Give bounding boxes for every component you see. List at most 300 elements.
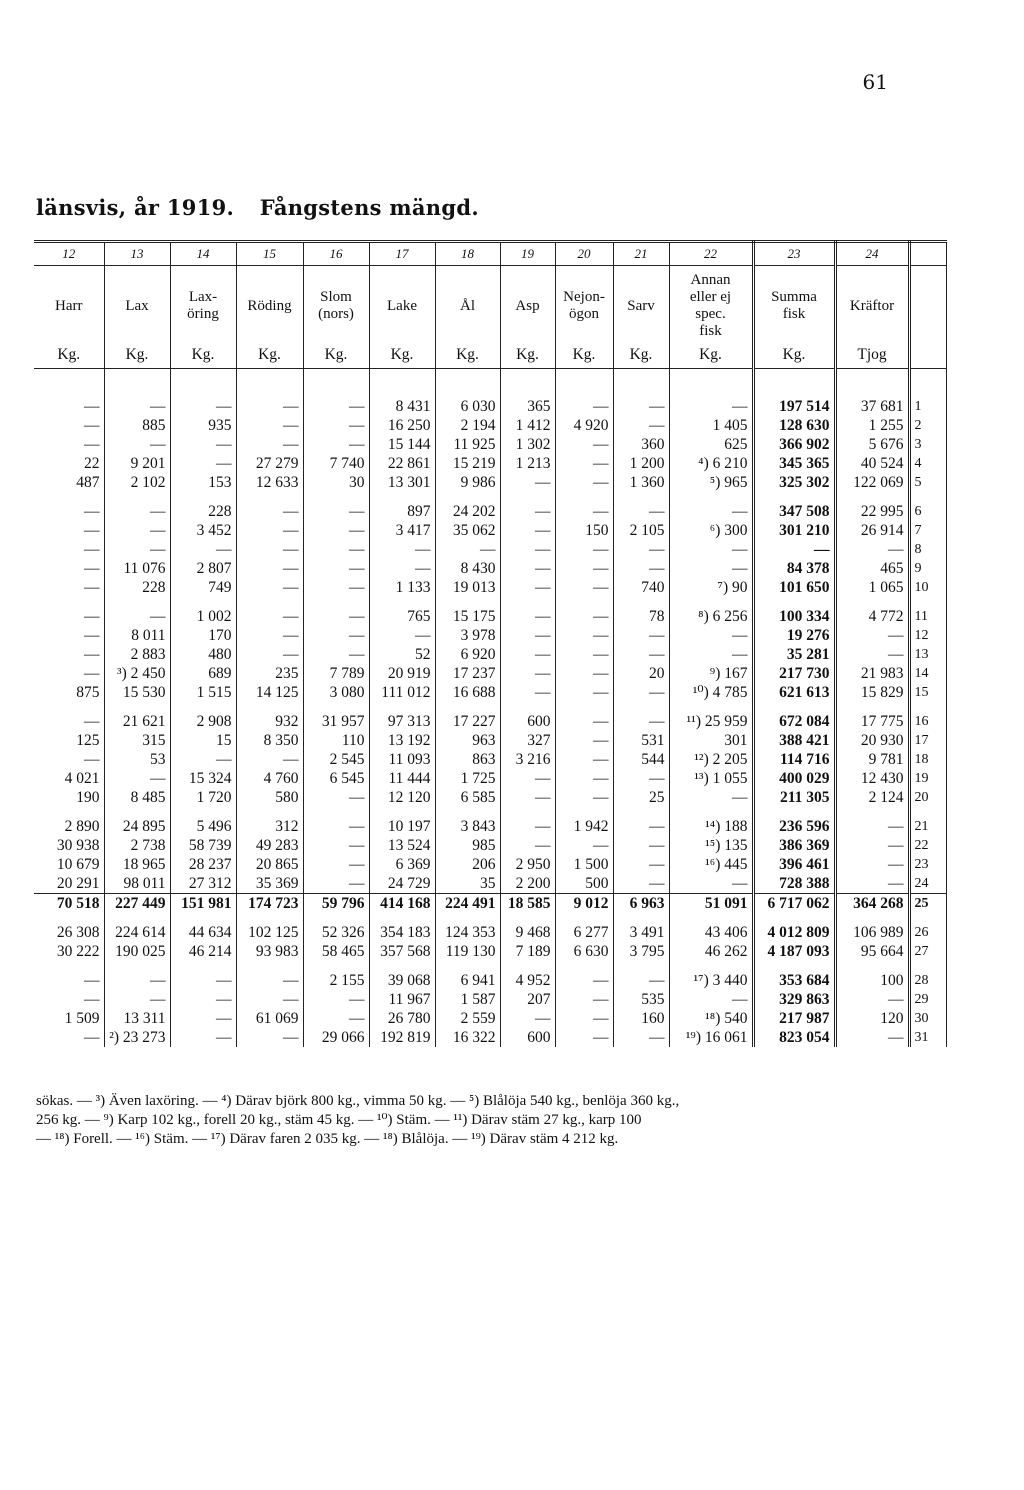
table-row: [34, 923, 946, 942]
table-cell: —: [613, 817, 669, 836]
table-cell: 44 634: [170, 923, 236, 942]
row-number: 14: [909, 664, 946, 683]
table-cell: 4 187 093: [753, 942, 835, 961]
column-header: Harr: [34, 266, 104, 347]
table-cell: —: [303, 855, 369, 874]
table-row: [34, 683, 946, 702]
spacer-cell: [170, 807, 236, 817]
column-number: 12: [34, 242, 104, 266]
row-number: 1: [909, 397, 946, 416]
spacer-cell: [34, 369, 104, 398]
column-header: Asp: [500, 266, 555, 347]
table-cell: 465: [835, 559, 909, 578]
table-cell: —: [34, 578, 104, 597]
table-cell: —: [34, 645, 104, 664]
table-cell: 235: [236, 664, 303, 683]
table-cell: ¹⁹) 16 061: [669, 1028, 753, 1047]
table-cell: 3 080: [303, 683, 369, 702]
spacer-row: [34, 597, 946, 607]
table-cell: ¹⁶) 445: [669, 855, 753, 874]
table-cell: —: [555, 990, 613, 1009]
table-row: [34, 416, 946, 435]
table-cell: 110: [303, 731, 369, 750]
table-cell: —: [500, 626, 555, 645]
spacer-cell: [555, 597, 613, 607]
table-cell: 15 530: [104, 683, 170, 702]
table-cell: 11 967: [369, 990, 435, 1009]
column-number: 22: [669, 242, 753, 266]
spacer-cell: [303, 807, 369, 817]
table-cell: —: [34, 1028, 104, 1047]
table-cell: —: [303, 874, 369, 894]
table-cell: 1 720: [170, 788, 236, 807]
table-cell: 301 210: [753, 521, 835, 540]
table-cell: 625: [669, 435, 753, 454]
table-cell: —: [555, 1028, 613, 1047]
column-header: Lake: [369, 266, 435, 347]
table-cell: 11 093: [369, 750, 435, 769]
table-row: [34, 540, 946, 559]
table-cell: —: [555, 626, 613, 645]
table-cell: 22 995: [835, 502, 909, 521]
table-cell: 14 125: [236, 683, 303, 702]
table-cell: 1 500: [555, 855, 613, 874]
table-cell: —: [500, 645, 555, 664]
table-cell: ¹¹) 25 959: [669, 712, 753, 731]
table-row: [34, 473, 946, 492]
column-unit: Kg.: [555, 346, 613, 369]
table-cell: —: [613, 769, 669, 788]
spacer-cell: [909, 492, 946, 502]
table-row: [34, 874, 946, 894]
table-cell: —: [500, 607, 555, 626]
table-cell: 3 417: [369, 521, 435, 540]
table-cell: 24 895: [104, 817, 170, 836]
table-cell: 1 065: [835, 578, 909, 597]
table-cell: 224 491: [435, 894, 500, 914]
spacer-cell: [104, 913, 170, 923]
row-number: 26: [909, 923, 946, 942]
spacer-cell: [500, 597, 555, 607]
table-cell: —: [669, 645, 753, 664]
table-cell: 6 277: [555, 923, 613, 942]
table-cell: 13 301: [369, 473, 435, 492]
table-cell: 17 237: [435, 664, 500, 683]
table-cell: 740: [613, 578, 669, 597]
spacer-cell: [435, 702, 500, 712]
table-cell: —: [303, 836, 369, 855]
table-cell: —: [34, 712, 104, 731]
table-cell: 12 120: [369, 788, 435, 807]
spacer-cell: [435, 492, 500, 502]
header-row: [34, 266, 946, 347]
footnote-line: — ¹⁸) Forell. — ¹⁶) Stäm. — ¹⁷) Därav faren 2 035 kg. — ¹⁸) Blålöja. — ¹⁹) Därav stäm 4 212 kg.: [36, 1131, 619, 1147]
table-cell: —: [835, 990, 909, 1009]
column-header: Sarv: [613, 266, 669, 347]
table-cell: 13 192: [369, 731, 435, 750]
table-row: [34, 435, 946, 454]
table-cell: —: [236, 397, 303, 416]
table-cell: —: [303, 788, 369, 807]
table-cell: 46 262: [669, 942, 753, 961]
table-row: [34, 645, 946, 664]
table-cell: —: [303, 521, 369, 540]
spacer-cell: [669, 961, 753, 971]
spacer-cell: [170, 961, 236, 971]
table-cell: 101 650: [753, 578, 835, 597]
data-table: [34, 240, 947, 1047]
table-cell: 2 194: [435, 416, 500, 435]
table-cell: 40 524: [835, 454, 909, 473]
table-cell: 1 213: [500, 454, 555, 473]
page-title: [36, 195, 497, 220]
table-cell: ⁵) 965: [669, 473, 753, 492]
table-cell: 84 378: [753, 559, 835, 578]
table-cell: 329 863: [753, 990, 835, 1009]
table-cell: ⁷) 90: [669, 578, 753, 597]
table-cell: 863: [435, 750, 500, 769]
table-cell: 12 430: [835, 769, 909, 788]
spacer-cell: [104, 961, 170, 971]
column-header: Annan eller ej spec. fisk: [669, 266, 753, 347]
column-unit: Kg.: [303, 346, 369, 369]
table-cell: 22: [34, 454, 104, 473]
table-cell: 15 324: [170, 769, 236, 788]
table-cell: —: [835, 645, 909, 664]
table-cell: —: [555, 712, 613, 731]
spacer-cell: [34, 702, 104, 712]
table-row: [34, 971, 946, 990]
spacer-cell: [669, 492, 753, 502]
table-cell: ¹²) 2 205: [669, 750, 753, 769]
table-cell: —: [753, 540, 835, 559]
table-cell: 217 730: [753, 664, 835, 683]
table-cell: 19 013: [435, 578, 500, 597]
table-cell: —: [236, 645, 303, 664]
spacer-cell: [500, 961, 555, 971]
table-cell: 31 957: [303, 712, 369, 731]
table-cell: 102 125: [236, 923, 303, 942]
table-cell: 4 952: [500, 971, 555, 990]
spacer-cell: [555, 913, 613, 923]
table-cell: —: [369, 540, 435, 559]
table-cell: 301: [669, 731, 753, 750]
table-cell: 1 725: [435, 769, 500, 788]
table-cell: ⁹) 167: [669, 664, 753, 683]
table-row: [34, 731, 946, 750]
row-number: 16: [909, 712, 946, 731]
spacer-cell: [170, 492, 236, 502]
spacer-cell: [170, 369, 236, 398]
column-number: 17: [369, 242, 435, 266]
spacer-cell: [753, 597, 835, 607]
column-header: Kräftor: [835, 266, 909, 347]
table-cell: 39 068: [369, 971, 435, 990]
table-cell: 8 011: [104, 626, 170, 645]
table-cell: 190: [34, 788, 104, 807]
table-cell: —: [34, 626, 104, 645]
footnote-line: 256 kg. — ⁹) Karp 102 kg., forell 20 kg., stäm 45 kg. — ¹⁰) Stäm. — ¹¹) Därav stäm 27 kg., karp 100: [36, 1112, 642, 1128]
spacer-cell: [555, 369, 613, 398]
table-row: [34, 855, 946, 874]
table-cell: 190 025: [104, 942, 170, 961]
table-cell: 8 430: [435, 559, 500, 578]
table-cell: 6 585: [435, 788, 500, 807]
table-cell: 18 965: [104, 855, 170, 874]
table-cell: —: [669, 788, 753, 807]
table-cell: 823 054: [753, 1028, 835, 1047]
table-row: [34, 817, 946, 836]
table-cell: 153: [170, 473, 236, 492]
table-cell: 207: [500, 990, 555, 1009]
row-number: 23: [909, 855, 946, 874]
table-cell: —: [613, 1028, 669, 1047]
row-number: 6: [909, 502, 946, 521]
column-number: 15: [236, 242, 303, 266]
spacer-cell: [909, 913, 946, 923]
spacer-cell: [303, 369, 369, 398]
spacer-row: [34, 807, 946, 817]
column-unit: [909, 346, 946, 369]
table-cell: 6 369: [369, 855, 435, 874]
table-cell: 78: [613, 607, 669, 626]
spacer-cell: [555, 702, 613, 712]
spacer-cell: [835, 961, 909, 971]
table-cell: —: [613, 971, 669, 990]
table-cell: 400 029: [753, 769, 835, 788]
table-cell: —: [555, 664, 613, 683]
table-cell: —: [613, 874, 669, 894]
table-cell: 20 865: [236, 855, 303, 874]
table-cell: —: [669, 502, 753, 521]
table-cell: 30 938: [34, 836, 104, 855]
table-cell: —: [34, 540, 104, 559]
table-row: [34, 990, 946, 1009]
table-cell: 6 920: [435, 645, 500, 664]
table-cell: —: [236, 435, 303, 454]
table-cell: —: [34, 397, 104, 416]
table-cell: 111 012: [369, 683, 435, 702]
table-cell: 312: [236, 817, 303, 836]
table-cell: 6 717 062: [753, 894, 835, 914]
column-unit: Kg.: [369, 346, 435, 369]
table-cell: —: [303, 645, 369, 664]
table-cell: 1 509: [34, 1009, 104, 1028]
spacer-cell: [613, 702, 669, 712]
table-cell: 580: [236, 788, 303, 807]
table-cell: 9 986: [435, 473, 500, 492]
table-cell: —: [170, 1028, 236, 1047]
table-cell: —: [236, 521, 303, 540]
column-number: 23: [753, 242, 835, 266]
row-number: 27: [909, 942, 946, 961]
table-cell: 51 091: [669, 894, 753, 914]
table-cell: 2 124: [835, 788, 909, 807]
table-cell: 26 308: [34, 923, 104, 942]
table-cell: 28 237: [170, 855, 236, 874]
table-cell: 27 279: [236, 454, 303, 473]
catch-table: [34, 240, 946, 1047]
spacer-cell: [909, 807, 946, 817]
table-cell: 360: [613, 435, 669, 454]
row-number: 15: [909, 683, 946, 702]
table-cell: 24 729: [369, 874, 435, 894]
table-cell: —: [500, 817, 555, 836]
spacer-cell: [435, 961, 500, 971]
table-cell: 2 545: [303, 750, 369, 769]
table-cell: 13 524: [369, 836, 435, 855]
table-cell: —: [34, 435, 104, 454]
table-cell: 8 485: [104, 788, 170, 807]
table-cell: ⁶) 300: [669, 521, 753, 540]
table-cell: 4 772: [835, 607, 909, 626]
table-cell: —: [236, 559, 303, 578]
table-cell: —: [104, 397, 170, 416]
table-cell: 347 508: [753, 502, 835, 521]
unit-row: [34, 346, 946, 369]
page-number: 61: [862, 70, 888, 94]
spacer-cell: [435, 597, 500, 607]
row-number: 25: [909, 894, 946, 914]
spacer-cell: [236, 702, 303, 712]
table-cell: 24 202: [435, 502, 500, 521]
table-cell: —: [104, 990, 170, 1009]
table-cell: 5 676: [835, 435, 909, 454]
table-cell: ¹⁸) 540: [669, 1009, 753, 1028]
table-cell: —: [835, 836, 909, 855]
table-cell: 160: [613, 1009, 669, 1028]
table-cell: —: [555, 971, 613, 990]
spacer-cell: [753, 961, 835, 971]
spacer-cell: [236, 492, 303, 502]
table-cell: 985: [435, 836, 500, 855]
table-row: [34, 607, 946, 626]
title-part-1: länsvis, år 1919.: [36, 195, 235, 220]
table-cell: 600: [500, 1028, 555, 1047]
table-cell: 1 302: [500, 435, 555, 454]
table-cell: 315: [104, 731, 170, 750]
title-part-2: Fångstens mängd.: [259, 195, 479, 220]
table-cell: —: [613, 712, 669, 731]
table-cell: 13 311: [104, 1009, 170, 1028]
spacer-row: [34, 369, 946, 398]
table-cell: —: [500, 521, 555, 540]
table-cell: 897: [369, 502, 435, 521]
table-cell: ¹⁷) 3 440: [669, 971, 753, 990]
row-number: 24: [909, 874, 946, 894]
table-row: [34, 1009, 946, 1028]
spacer-cell: [555, 492, 613, 502]
table-row: [34, 750, 946, 769]
table-cell: —: [236, 578, 303, 597]
table-cell: —: [236, 990, 303, 1009]
table-cell: —: [34, 607, 104, 626]
table-cell: 20 919: [369, 664, 435, 683]
table-cell: —: [555, 559, 613, 578]
table-cell: 15 829: [835, 683, 909, 702]
row-number: 5: [909, 473, 946, 492]
table-cell: 3 452: [170, 521, 236, 540]
row-number: 12: [909, 626, 946, 645]
table-cell: —: [34, 416, 104, 435]
table-cell: 6 030: [435, 397, 500, 416]
table-cell: 4 920: [555, 416, 613, 435]
table-cell: 11 925: [435, 435, 500, 454]
table-cell: 1 515: [170, 683, 236, 702]
table-cell: —: [170, 540, 236, 559]
table-cell: —: [303, 416, 369, 435]
spacer-cell: [555, 807, 613, 817]
table-cell: —: [236, 416, 303, 435]
table-cell: —: [369, 559, 435, 578]
table-cell: 97 313: [369, 712, 435, 731]
table-cell: 7 740: [303, 454, 369, 473]
column-unit: Kg.: [34, 346, 104, 369]
table-cell: 192 819: [369, 1028, 435, 1047]
table-cell: 35: [435, 874, 500, 894]
table-cell: 531: [613, 731, 669, 750]
column-number: [909, 242, 946, 266]
table-cell: —: [236, 626, 303, 645]
spacer-cell: [669, 913, 753, 923]
table-cell: 21 621: [104, 712, 170, 731]
table-cell: 70 518: [34, 894, 104, 914]
table-cell: 15 144: [369, 435, 435, 454]
table-cell: —: [303, 578, 369, 597]
table-cell: 600: [500, 712, 555, 731]
spacer-cell: [669, 702, 753, 712]
column-unit: Tjog: [835, 346, 909, 369]
table-cell: —: [500, 1009, 555, 1028]
table-cell: ⁸) 6 256: [669, 607, 753, 626]
table-cell: —: [104, 971, 170, 990]
table-cell: 672 084: [753, 712, 835, 731]
table-cell: 4 021: [34, 769, 104, 788]
table-cell: —: [104, 540, 170, 559]
table-cell: 151 981: [170, 894, 236, 914]
table-cell: 100 334: [753, 607, 835, 626]
table-cell: ²) 23 273: [104, 1028, 170, 1047]
table-cell: —: [34, 521, 104, 540]
table-cell: 10 679: [34, 855, 104, 874]
column-header: Lax: [104, 266, 170, 347]
spacer-cell: [236, 369, 303, 398]
table-cell: 197 514: [753, 397, 835, 416]
table-cell: 100: [835, 971, 909, 990]
table-cell: —: [613, 626, 669, 645]
table-row: [34, 559, 946, 578]
spacer-cell: [753, 913, 835, 923]
table-cell: —: [500, 769, 555, 788]
table-row: [34, 397, 946, 416]
table-cell: 3 216: [500, 750, 555, 769]
table-cell: —: [34, 664, 104, 683]
table-cell: 206: [435, 855, 500, 874]
table-cell: 3 843: [435, 817, 500, 836]
table-row: [34, 1028, 946, 1047]
row-number: 4: [909, 454, 946, 473]
table-cell: 128 630: [753, 416, 835, 435]
table-cell: 150: [555, 521, 613, 540]
table-row: [34, 712, 946, 731]
spacer-cell: [170, 702, 236, 712]
table-cell: —: [555, 645, 613, 664]
table-cell: 8 350: [236, 731, 303, 750]
table-cell: —: [303, 817, 369, 836]
spacer-cell: [835, 369, 909, 398]
column-unit: Kg.: [753, 346, 835, 369]
spacer-cell: [669, 597, 753, 607]
